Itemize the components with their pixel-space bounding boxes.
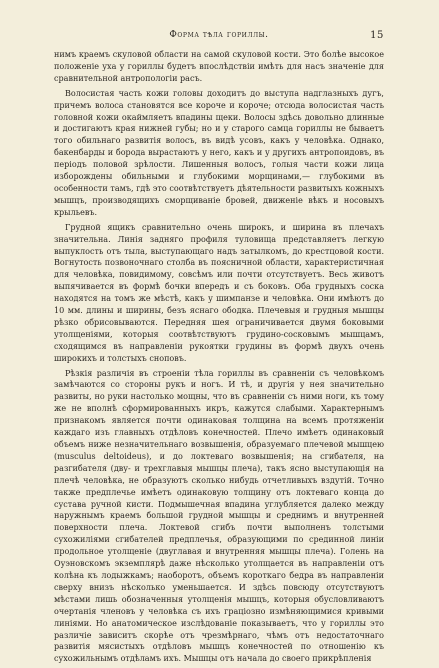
paragraph-chest: Грудной ящикъ сравнительно очень широкъ, и ширина въ плечахъ значительна. Линія задняго профиля туловища представляетъ легкую выпуклость отъ тыла, выступающаго надъ затылкомъ, до крестцовой кости. Вогнутость позвоночнаго столба въ поясничной области, характеристичная для человѣка, повидимому, совсѣмъ или почти отсутствуетъ. Весь животъ выпячивается въ формѣ бочки впередъ и съ боковъ. Оба грудныхъ соска находятся на томъ же мѣстѣ, какъ у шимпанзе и человѣка. Они имѣютъ до 10 мм. длины и ширины, безъ яснаго ободка. Плечевыя и грудныя мышцы рѣзко обрисовываются. Передняя шея ограничивается двумя боковыми утолщеніями, которыя соотвѣтствуютъ грудино-сосковымъ мышцамъ, сходящимся въ направленіи рукоятки грудины въ формѣ двухъ очень широкихъ и толстыхъ сноповъ.	[54, 222, 384, 363]
paragraph-limbs: Рѣзкія различія въ строеніи тѣла гориллы въ сравненіи съ человѣкомъ замѣчаются со стороны рукъ и ногъ. И тѣ, и другія у нея значительно развиты, но руки настолько мощны, что въ сравненіи съ ними ноги, къ тому же не вполнѣ сформированныхъ икръ, кажутся слабыми. Характернымъ признакомъ является почти одинаковая толщина на всемъ протяженіи каждаго изъ главныхъ отдѣловъ конечностей. Плечо имѣетъ одинаковый объемъ ниже незначительнаго возвышенія, образуемаго плечевой мышцею (musculus deltoideus), и до локтеваго возвышенія; на сгибателя, на разгибателя (дву- и трехглавыя мышцы плеча), такъ ясно выступающія на плечѣ человѣка, не образуютъ сколько нибудь отчетливыхъ вздутій. Точно также предплечье имѣетъ одинаковую толщину отъ локтеваго конца до сустава ручной кисти. Подмышечная впадина углубляется далеко между наружнымъ краемъ большой грудной мышцы и среднимъ и внутренней поверхности плеча. Локтевой сгибъ почти выполненъ толстыми сухожиліями сгибателей предплечья, образующими по срединной линіи продольное утолщеніе (двуглавая и внутренняя мышцы плеча). Голень на Оуэновскомъ экземплярѣ даже нѣсколько утолщается въ направленіи отъ колѣна къ лодыжкамъ; наоборотъ, объемъ короткаго бедра въ направленіи сверху внизъ нѣсколько уменьшается. И здѣсь повсюду отсутствуютъ мѣстами лишь обозначенныя утолщенія мышцъ, которыя обусловливаютъ очертанія членовъ у человѣка съ ихъ граціозно измѣняющимися кривыми линіями. Но анатомическое изслѣдованіе показываетъ, что у гориллы это различіе зависитъ скорѣе отъ чрезмѣрнаго, чѣмъ отъ недостаточнаго развитія мясистыхъ отдѣловъ мышцъ конечностей по отношенію къ сухожильнымъ отдѣламъ ихъ. Мышцы отъ начала до своего прикрѣпленія	[54, 368, 384, 664]
page-number: 15	[370, 30, 384, 41]
body-text	[54, 49, 384, 668]
running-header	[54, 30, 384, 44]
running-title: Форма тѣла гориллы.	[169, 30, 269, 40]
paragraph-hair: Волосистая часть кожи головы доходитъ до выступа надглазныхъ дугъ, причемъ волоса становятся все короче и короче; отсюда волосистая часть головной кожи окаймляетъ впадины щеки. Волосы здѣсь довольно длинные и достигаютъ края нижней губы; но и у старого самца гориллы не бываетъ того обильнаго развитія волосъ, въ видѣ усовъ, какъ у человѣка. Однако, бакенбарды и борода вырастаютъ у него, какъ и у другихъ антропоидовъ, въ періодъ половой зрѣлости. Лишенныя волосъ, голыя части кожи лица изборождены обильными и глубокими морщинами,— глубокими въ особенности тамъ, гдѣ это соотвѣтствуетъ дѣятельности развитыхъ кожныхъ мышцъ, производящихъ сморщиваніе бровей, движеніе вѣкъ и носовыхъ крыльевъ.	[54, 88, 384, 217]
paragraph-continued: нимъ краемъ скуловой области на самой скуловой кости. Это болѣе высокое положеніе уха у гориллы будетъ впослѣдствіи имѣть для насъ значеніе для сравнительной антропологіи расъ.	[54, 50, 384, 83]
